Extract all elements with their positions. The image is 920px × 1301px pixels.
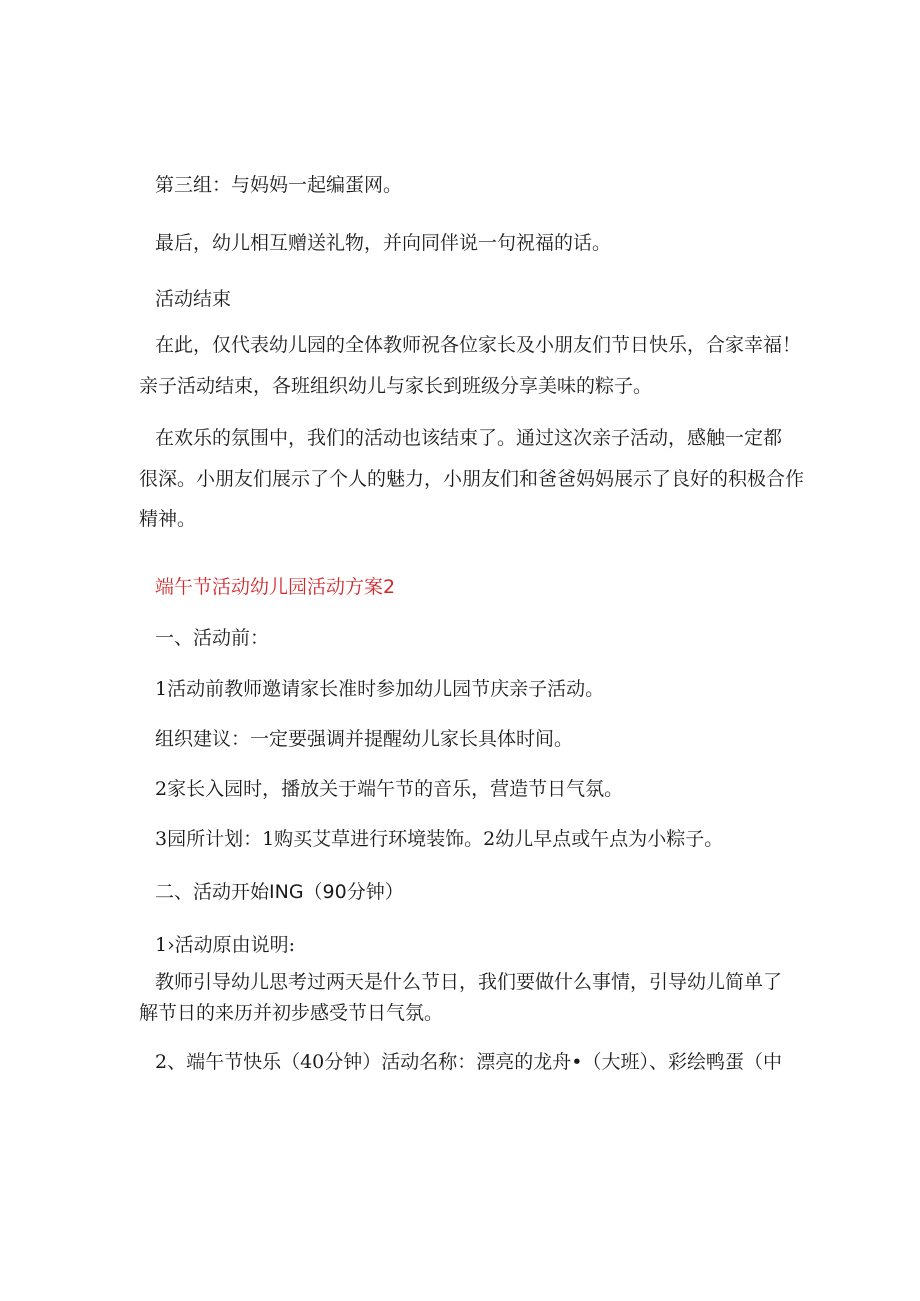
paragraph-group-three: 第三组：与妈妈一起编蛋网。 (155, 174, 403, 196)
item-activity-reason: 1›活动原由说明: (155, 934, 296, 956)
paragraph-teacher-guide-line-2: 解节日的来历并初步感受节日气氛。 (139, 1002, 444, 1024)
heading-activity-start: 二、活动开始ING（90分钟） (155, 881, 404, 903)
item-invite-parents: 1活动前教师邀请家长准时参加幼儿园节庆亲子活动。 (155, 678, 605, 700)
paragraph-gift-exchange: 最后，幼儿相互赠送礼物，并向同伴说一句祝福的话。 (155, 232, 612, 254)
paragraph-greeting-line-1: 在此，仅代表幼儿园的全体教师祝各位家长及小朋友们节日快乐，合家幸福！ (155, 334, 802, 356)
paragraph-closing-line-1: 在欢乐的氛围中，我们的活动也该结束了。通过这次亲子活动，感触一定都 (155, 427, 783, 449)
item-dragon-boat-festival: 2、端午节快乐（40分钟）活动名称：漂亮的龙舟•（大班）、彩绘鸭蛋（中 (155, 1051, 782, 1073)
paragraph-greeting-line-2: 亲子活动结束，各班组织幼儿与家长到班级分享美味的粽子。 (139, 375, 653, 397)
item-play-music: 2家长入园时，播放关于端午节的音乐，营造节日气氛。 (155, 778, 624, 800)
paragraph-closing-line-3: 精神。 (139, 508, 197, 530)
item-organize-suggestion: 组织建议：一定要强调并提醒幼儿家长具体时间。 (155, 728, 574, 750)
section-title-plan-2: 端午节活动幼儿园活动方案2 (155, 576, 396, 598)
heading-before-activity: 一、活动前： (155, 627, 270, 649)
paragraph-closing-line-2: 很深。小朋友们展示了个人的魅力，小朋友们和爸爸妈妈展示了良好的积极合作 (139, 468, 805, 490)
item-kindergarten-plan: 3园所计划：1购买艾草进行环境装饰。2幼儿早点或午点为小粽子。 (155, 828, 724, 850)
paragraph-teacher-guide-line-1: 教师引导幼儿思考过两天是什么节日，我们要做什么事情，引导幼儿简单了 (155, 971, 783, 993)
heading-activity-end: 活动结束 (155, 288, 232, 310)
